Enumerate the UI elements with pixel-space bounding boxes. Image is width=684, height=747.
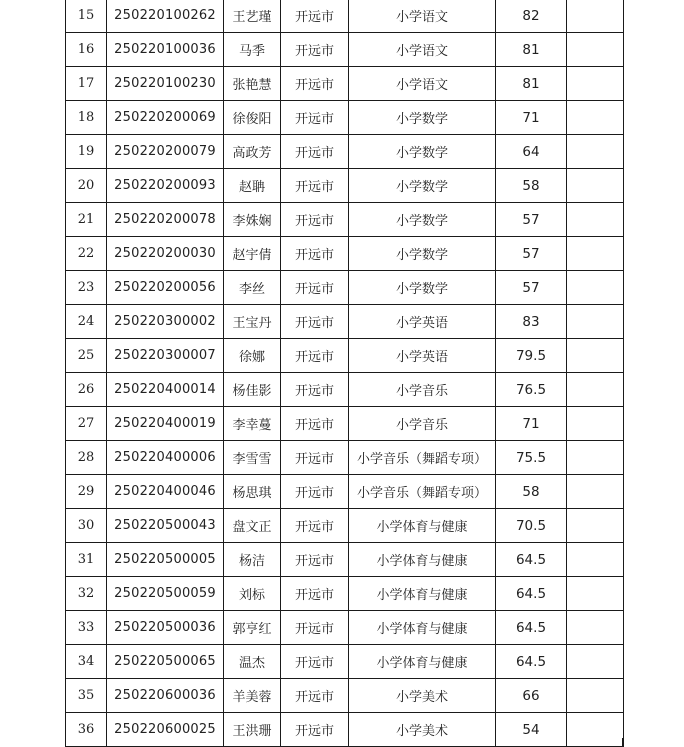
cell-subject: 小学音乐（舞蹈专项）: [349, 441, 496, 475]
cell-seq-no: 35: [66, 679, 107, 713]
cell-subject: 小学音乐: [349, 407, 496, 441]
table-row: [66, 577, 624, 611]
cell-seq-no: 29: [66, 475, 107, 509]
cell-candidate-id: 250220200056: [107, 271, 224, 305]
cell-note: [567, 169, 624, 203]
cell-score: 58: [496, 169, 567, 203]
cell-name: 赵宇倩: [224, 237, 281, 271]
cell-note: [567, 0, 624, 33]
cell-note: [567, 67, 624, 101]
cell-note: [567, 33, 624, 67]
table-row: [66, 441, 624, 475]
cell-subject: 小学美术: [349, 679, 496, 713]
cell-seq-no: 20: [66, 169, 107, 203]
cell-name: 王洪珊: [224, 713, 281, 747]
cell-note: [567, 135, 624, 169]
cell-name: 王宝丹: [224, 305, 281, 339]
cell-score: 57: [496, 203, 567, 237]
cell-seq-no: 23: [66, 271, 107, 305]
cell-name: 李丝: [224, 271, 281, 305]
cell-subject: 小学语文: [349, 67, 496, 101]
cell-name: 刘标: [224, 577, 281, 611]
cell-note: [567, 679, 624, 713]
cell-county: 开远市: [281, 543, 349, 577]
cell-county: 开远市: [281, 509, 349, 543]
cell-note: [567, 339, 624, 373]
cell-score: 57: [496, 271, 567, 305]
cell-name: 杨佳影: [224, 373, 281, 407]
cell-note: [567, 577, 624, 611]
cell-score: 64.5: [496, 645, 567, 679]
cell-subject: 小学数学: [349, 169, 496, 203]
cell-score: 79.5: [496, 339, 567, 373]
cell-name: 温杰: [224, 645, 281, 679]
cell-seq-no: 24: [66, 305, 107, 339]
next-row-fragment: [65, 738, 623, 746]
cell-score: 83: [496, 305, 567, 339]
cell-score: 75.5: [496, 441, 567, 475]
cell-seq-no: 16: [66, 33, 107, 67]
cell-note: [567, 543, 624, 577]
cell-seq-no: 25: [66, 339, 107, 373]
cell-subject: 小学体育与健康: [349, 509, 496, 543]
table-row: [66, 67, 624, 101]
cell-seq-no: 36: [66, 713, 107, 747]
cell-county: 开远市: [281, 101, 349, 135]
cell-note: [567, 203, 624, 237]
cell-note: [567, 101, 624, 135]
table-row: [66, 33, 624, 67]
cell-score: 64: [496, 135, 567, 169]
cell-county: 开远市: [281, 203, 349, 237]
table-row: [66, 237, 624, 271]
table-row: [66, 373, 624, 407]
cell-name: 郭亨红: [224, 611, 281, 645]
table-row: [66, 543, 624, 577]
cell-county: 开远市: [281, 611, 349, 645]
cell-candidate-id: 250220200069: [107, 101, 224, 135]
cell-county: 开远市: [281, 135, 349, 169]
cell-note: [567, 611, 624, 645]
cell-county: 开远市: [281, 577, 349, 611]
cell-subject: 小学音乐: [349, 373, 496, 407]
cell-name: 杨思琪: [224, 475, 281, 509]
cell-seq-no: 19: [66, 135, 107, 169]
cell-subject: 小学美术: [349, 713, 496, 747]
cell-candidate-id: 250220200079: [107, 135, 224, 169]
cell-seq-no: 30: [66, 509, 107, 543]
cell-seq-no: 15: [66, 0, 107, 33]
cell-name: 羊美蓉: [224, 679, 281, 713]
cell-seq-no: 28: [66, 441, 107, 475]
cell-subject: 小学数学: [349, 101, 496, 135]
cell-note: [567, 509, 624, 543]
cell-score: 70.5: [496, 509, 567, 543]
table-row: [66, 271, 624, 305]
cell-subject: 小学体育与健康: [349, 611, 496, 645]
cell-subject: 小学语文: [349, 33, 496, 67]
cell-subject: 小学音乐（舞蹈专项）: [349, 475, 496, 509]
table-row: [66, 679, 624, 713]
cell-subject: 小学数学: [349, 135, 496, 169]
cell-seq-no: 31: [66, 543, 107, 577]
cell-candidate-id: 250220100036: [107, 33, 224, 67]
cell-score: 64.5: [496, 611, 567, 645]
cell-candidate-id: 250220100230: [107, 67, 224, 101]
cell-candidate-id: 250220200078: [107, 203, 224, 237]
cell-seq-no: 18: [66, 101, 107, 135]
table-row: [66, 0, 624, 33]
cell-county: 开远市: [281, 645, 349, 679]
cell-name: 李幸蔓: [224, 407, 281, 441]
cell-candidate-id: 250220300002: [107, 305, 224, 339]
cell-candidate-id: 250220400019: [107, 407, 224, 441]
cell-county: 开远市: [281, 169, 349, 203]
cell-candidate-id: 250220600025: [107, 713, 224, 747]
table-row: [66, 135, 624, 169]
cell-seq-no: 26: [66, 373, 107, 407]
table-row: [66, 305, 624, 339]
cell-score: 81: [496, 33, 567, 67]
cell-candidate-id: 250220500065: [107, 645, 224, 679]
table-row: [66, 407, 624, 441]
cell-note: [567, 441, 624, 475]
cell-subject: 小学体育与健康: [349, 577, 496, 611]
cell-name: 杨洁: [224, 543, 281, 577]
cell-subject: 小学体育与健康: [349, 543, 496, 577]
table-row: [66, 509, 624, 543]
cell-subject: 小学数学: [349, 271, 496, 305]
cell-county: 开远市: [281, 305, 349, 339]
cell-subject: 小学数学: [349, 237, 496, 271]
table-row: [66, 101, 624, 135]
cell-subject: 小学数学: [349, 203, 496, 237]
table-row: [66, 475, 624, 509]
cell-county: 开远市: [281, 407, 349, 441]
cell-name: 高政芳: [224, 135, 281, 169]
cell-name: 李雪雪: [224, 441, 281, 475]
cell-name: 李姝娴: [224, 203, 281, 237]
cell-seq-no: 34: [66, 645, 107, 679]
cell-seq-no: 17: [66, 67, 107, 101]
cell-score: 64.5: [496, 543, 567, 577]
cell-note: [567, 271, 624, 305]
table-row: [66, 645, 624, 679]
cell-name: 盘文正: [224, 509, 281, 543]
cell-candidate-id: 250220400014: [107, 373, 224, 407]
cell-score: 64.5: [496, 577, 567, 611]
cell-county: 开远市: [281, 0, 349, 33]
cell-county: 开远市: [281, 713, 349, 747]
cell-name: 张艳慧: [224, 67, 281, 101]
cell-candidate-id: 250220600036: [107, 679, 224, 713]
cell-note: [567, 407, 624, 441]
cell-seq-no: 33: [66, 611, 107, 645]
cell-name: 赵聃: [224, 169, 281, 203]
cell-candidate-id: 250220400046: [107, 475, 224, 509]
cell-score: 76.5: [496, 373, 567, 407]
cell-score: 54: [496, 713, 567, 747]
cell-note: [567, 305, 624, 339]
cell-subject: 小学体育与健康: [349, 645, 496, 679]
cell-county: 开远市: [281, 33, 349, 67]
cell-score: 66: [496, 679, 567, 713]
cell-county: 开远市: [281, 339, 349, 373]
cell-score: 71: [496, 101, 567, 135]
cell-candidate-id: 250220500036: [107, 611, 224, 645]
cell-name: 徐俊阳: [224, 101, 281, 135]
cell-county: 开远市: [281, 441, 349, 475]
cell-candidate-id: 250220500059: [107, 577, 224, 611]
cell-candidate-id: 250220500005: [107, 543, 224, 577]
table-row: [66, 611, 624, 645]
results-table: [65, 0, 624, 747]
cell-note: [567, 237, 624, 271]
cell-subject: 小学英语: [349, 305, 496, 339]
cell-subject: 小学语文: [349, 0, 496, 33]
cell-candidate-id: 250220500043: [107, 509, 224, 543]
cell-name: 王艺瑾: [224, 0, 281, 33]
cell-note: [567, 373, 624, 407]
table-row: [66, 169, 624, 203]
cell-candidate-id: 250220100262: [107, 0, 224, 33]
cell-county: 开远市: [281, 679, 349, 713]
cell-seq-no: 22: [66, 237, 107, 271]
cell-score: 57: [496, 237, 567, 271]
cell-county: 开远市: [281, 475, 349, 509]
cell-note: [567, 645, 624, 679]
table-body: [66, 0, 624, 747]
cell-score: 81: [496, 67, 567, 101]
cell-candidate-id: 250220400006: [107, 441, 224, 475]
cell-subject: 小学英语: [349, 339, 496, 373]
cell-note: [567, 475, 624, 509]
cell-seq-no: 21: [66, 203, 107, 237]
cell-score: 71: [496, 407, 567, 441]
cell-score: 58: [496, 475, 567, 509]
results-sheet: [65, 0, 623, 747]
cell-county: 开远市: [281, 67, 349, 101]
cell-seq-no: 27: [66, 407, 107, 441]
cell-county: 开远市: [281, 271, 349, 305]
cell-county: 开远市: [281, 373, 349, 407]
cell-candidate-id: 250220200093: [107, 169, 224, 203]
cell-county: 开远市: [281, 237, 349, 271]
table-row: [66, 339, 624, 373]
cell-name: 徐娜: [224, 339, 281, 373]
cell-name: 马季: [224, 33, 281, 67]
cell-candidate-id: 250220200030: [107, 237, 224, 271]
cell-score: 82: [496, 0, 567, 33]
cell-seq-no: 32: [66, 577, 107, 611]
cell-candidate-id: 250220300007: [107, 339, 224, 373]
table-row: [66, 203, 624, 237]
